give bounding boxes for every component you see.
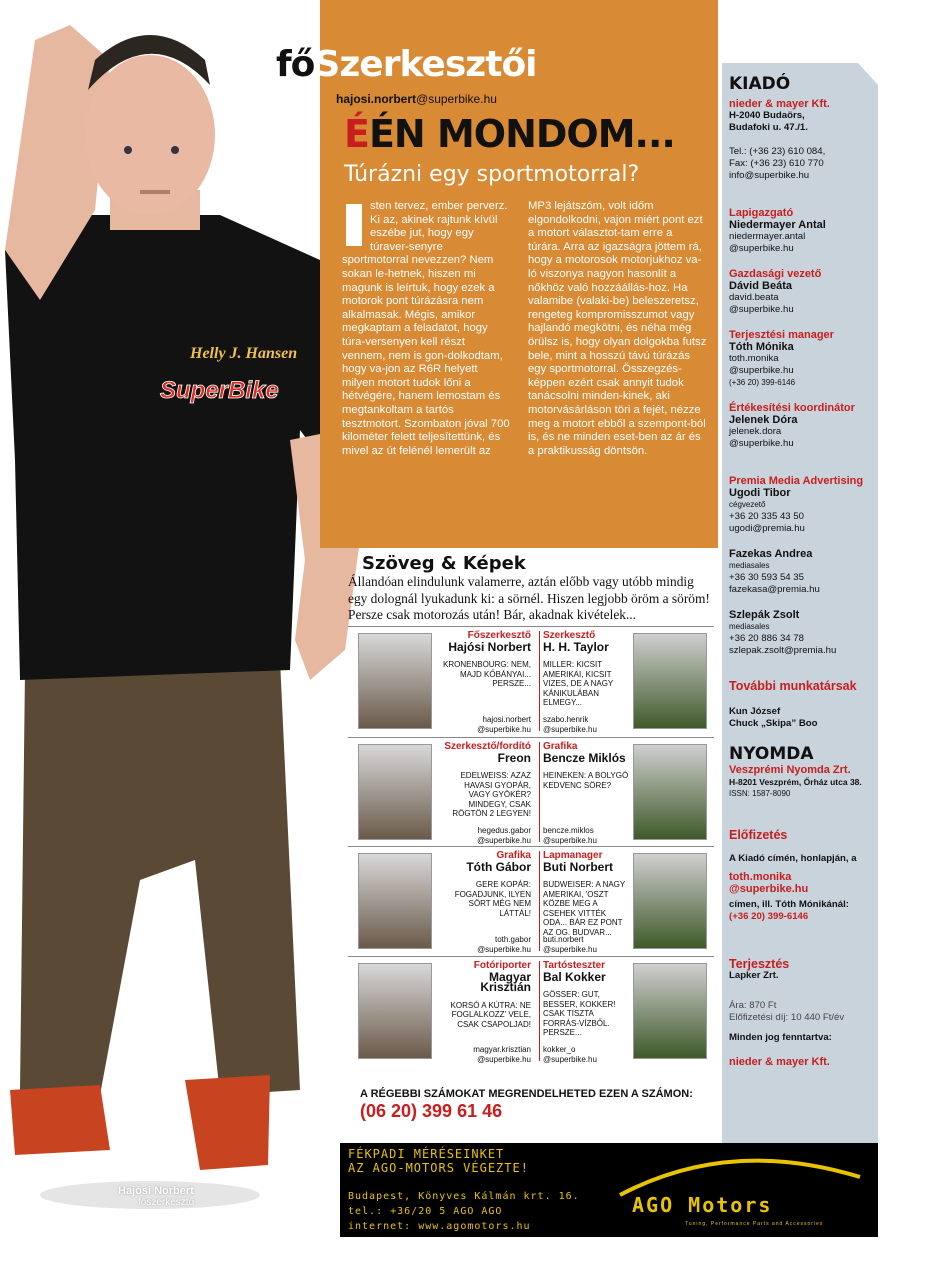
shirt-logo-text: SuperBike — [160, 377, 279, 404]
beer-photo-left — [358, 633, 432, 729]
staff-row — [348, 846, 714, 956]
beer-photo-right — [633, 853, 707, 949]
editor-email[interactable]: hajosi.norbert@superbike.hu — [336, 92, 497, 106]
back-issue-phone[interactable]: (06 20) 399 61 46 — [360, 1101, 503, 1121]
divider — [539, 742, 540, 842]
divider — [539, 631, 540, 731]
beer-photo-right — [633, 744, 707, 840]
ad-contact: Budapest, Könyves Kálmán krt. 16. tel.: +36/20 5 AGO AGO internet: www.agomotors.hu — [348, 1191, 580, 1232]
staff-right-email[interactable]: szabo.henrik @superbike.hu — [543, 715, 597, 734]
beer-photo-right — [633, 633, 707, 729]
staff-row — [348, 626, 714, 736]
back-issue-text: A RÉGEBBI SZÁMOKAT MEGRENDELHETED EZEN A SZÁMON: — [360, 1088, 693, 1100]
staff-right: Lapmanager Buti Norbert BUDWEISER: A NAGY AMERIKAI, 'OSZT KÖZBE MEG A CSEHEK VITTÉK ODA... BÁR EZ PONT AZ OG. BUDVAR... buti.norbert @superbike.hu — [543, 851, 631, 937]
divider — [539, 851, 540, 951]
beer-photo-left — [358, 963, 432, 1059]
dropcap-i — [346, 204, 362, 246]
tovabbi-block: További munkatársak Kun József Chuck „Skipa” Boo — [729, 679, 857, 729]
beer-photo-right — [633, 963, 707, 1059]
ago-motors-ad[interactable] — [340, 1143, 878, 1237]
nyomda-block: NYOMDA Veszprémi Nyomda Zrt. H-8201 Veszprém, Őrház utca 38. ISSN: 1587-8090 — [729, 744, 862, 798]
article-column-1: sten tervez, ember perverz. Ki az, akinek rajtunk kívül eszébe jut, hogy egy túraver-senyre sportmotorral nevezzen? Nem sokan le-hetnek, hiszen mi magunk is leírtuk, hogy ezek a motorok pont túrázásra nem alkalmasak. Mégis, amikor megkaptam a feladatot, hogy túra-versenyen kell részt vennem, nem is gon-dolkodtam, hogy va-jon az R6R helyett milyen motort tudok lőni a hétvégére, hanem lemostam és megtankoltam a tartós tesztmotort. Szombaton jóval 700 kilométer felett teljesítettünk, és mivel az út felénél lemerült az — [342, 200, 510, 457]
ad-tagline: Tuning, Performance Parts and Accessories — [685, 1221, 824, 1227]
ad-swoosh — [610, 1147, 870, 1197]
ertekesitesi-block: Értékesítési koordinátor Jelenek Dóra jelenek.dora @superbike.hu — [729, 402, 855, 449]
staff-left: Főszerkesztő Hajósi Norbert KRONENBOURG: NEM, MAJD KŐBÁNYAI... PERSZE... hajosi.norbert @superbike.hu — [443, 630, 532, 734]
staff-right: Tartósteszter Bal Kokker GÖSSER: GUT, BESSER, KOKKER! CSAK TISZTA FORRÁS-VÍZBŐL. PERSZE... kokker_o @superbike.hu — [543, 961, 631, 1038]
staff-left-email[interactable]: hajosi.norbert @superbike.hu — [477, 715, 531, 734]
ad-headline: FÉKPADI MÉRÉSEINKET AZ AGO-MOTORS VÉGEZTE! — [348, 1147, 529, 1175]
staff-section-intro: Állandóan elindulunk valamerre, aztán előbb vagy utóbb mindig egy dolognál lyukadunk ki: a sörnél. Hiszen legjobb öröm a söröm! Persze csak motorozás után! Bár, akadnak kivételek... — [348, 574, 710, 622]
terjesztes-block: Terjesztés Lapker Zrt. Ára: 870 Ft Előfizetési díj: 10 440 Ft/év Minden jog fenntartva: nieder & mayer Kft. — [729, 957, 845, 1068]
lapigazgato-block: Lapigazgató Niedermayer Antal niedermayer.antal @superbike.hu — [729, 207, 826, 254]
gazdasagi-block: Gazdasági vezető Dávid Beáta david.beata @superbike.hu — [729, 268, 822, 315]
staff-row — [348, 956, 714, 1066]
section-title: főSzerkesztői — [276, 44, 537, 85]
staff-left: Grafika Tóth Gábor GERE KOPÁR: FOGADJUNK, ILYEN SÖRT MÉG NEM LÁTTÁL! toth.gabor @superbike.hu — [443, 851, 531, 918]
fazekas-block: Fazekas Andrea mediasales +36 30 593 54 35 fazekasa@premia.hu — [729, 548, 820, 595]
staff-left-email[interactable]: hegedus.gabor @superbike.hu — [477, 826, 531, 845]
staff-section-title: Szöveg & Képek — [362, 553, 526, 574]
article-headline: ÉÉN MONDOM... — [344, 112, 675, 156]
ad-logo: AGO Motors — [632, 1193, 773, 1217]
photo-caption: Hajósi Norbert főszerkesztő — [118, 1185, 195, 1208]
elofizetes-block: Előfizetés A Kiadó címén, honlapján, a toth.monika @superbike.hu címen, ill. Tóth Mónikánál: (+36 20) 399-6146 — [729, 828, 857, 922]
staff-right-email[interactable]: bencze.miklos @superbike.hu — [543, 826, 597, 845]
article-column-2: MP3 lejátszóm, volt időm elgondolkodni, vajon miért pont ezt a motort választot-tam erre a túrára. Arra az igazságra jöttem rá, hogy a motorosok motorjukhoz va-ló viszonya nagyon hasonlít a nőkhöz való hozzáállás-hoz. Ha valamibe (valaki-be) beleszeretsz, rengeteg kompromisszumot vagy hajlandó megkötni, és néha még örülsz is, hogy olyan dolgokba futsz bele, mint a hosszú távú túrázás egy sportmotorral. Összegzés-képpen ezért csak annyit tudok tanácsolni minden-kinek, aki motorvásárláson töri a fejét, nézze meg a motort ebből a szempont-ból is, és ne minden eset-ben az ár és a praktikusság döntsön. — [528, 200, 707, 457]
terjesztesi-block: Terjesztési manager Tóth Mónika toth.monika @superbike.hu (+36 20) 399-6146 — [729, 329, 834, 387]
shirt-brand-text: Helly J. Hansen — [190, 345, 298, 362]
staff-row — [348, 737, 714, 847]
article-subtitle: Túrázni egy sportmotorral? — [344, 162, 640, 187]
szlepak-block: Szlepák Zsolt mediasales +36 20 886 34 78 szlepak.zsolt@premia.hu — [729, 609, 837, 656]
premia-block: Premia Media Advertising Ugodi Tibor cégvezető +36 20 335 43 50 ugodi@premia.hu — [729, 475, 864, 534]
staff-left: Szerkesztő/fordító Freon EDELWEISS: AZAZ HAVASI GYOPÁR, VAGY GYÖKÉR? MINDEGY, CSAK RÖGTÖN 2 LEGYEN! hegedus.gabor @superbike.hu — [444, 741, 531, 845]
beer-photo-left — [358, 744, 432, 840]
divider — [539, 961, 540, 1061]
staff-right: Grafika Bencze Miklós HEINEKEN: A BOLYGÓ KEDVENC SÖRE? bencze.miklos @superbike.hu — [543, 742, 631, 790]
staff-left-email[interactable]: toth.gabor @superbike.hu — [477, 935, 531, 954]
staff-right-email[interactable]: buti.norbert @superbike.hu — [543, 935, 597, 954]
staff-right: Szerkesztő H. H. Taylor MILLER: KICSIT AMERIKAI, KICSIT VIZES, DE A NAGY KÁNIKULÁBAN ELMEGY... szabo.henrik @superbike.hu — [543, 631, 631, 708]
staff-right-email[interactable]: kokker_o @superbike.hu — [543, 1045, 597, 1064]
kiado-block: KIADÓ nieder & mayer Kft. H-2040 Budaörs, Budafoki u. 47./1. Tel.: (+36 23) 610 084, Fax: (+36 23) 610 770 info@superbike.hu — [729, 74, 830, 181]
staff-left: Fotóriporter Magyar Krisztián KORSÓ A KÚTRA: NE FOGLALKOZZ' VELE, CSAK CSAPOLJAD! magyar.krisztian @superbike.hu — [443, 961, 531, 1029]
staff-left-email[interactable]: magyar.krisztian @superbike.hu — [473, 1045, 531, 1064]
beer-photo-left — [358, 853, 432, 949]
